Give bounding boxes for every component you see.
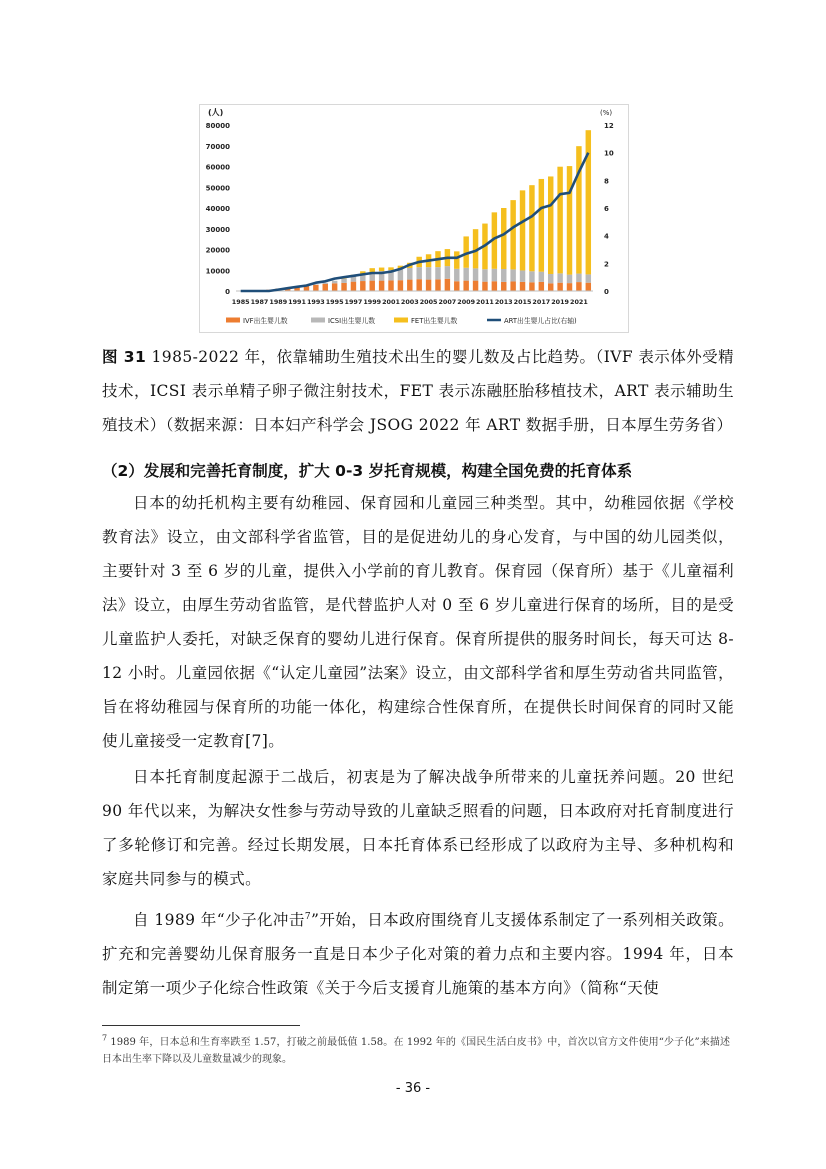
x-tick-label: 2011 <box>476 298 494 306</box>
bar-segment <box>501 208 506 269</box>
bar-segment <box>388 267 393 270</box>
chart-figure <box>199 104 629 333</box>
bar-segment <box>510 281 515 291</box>
x-tick-label: 1987 <box>250 298 269 306</box>
bar-segment <box>529 271 534 282</box>
y-tick-label-left: 70000 <box>205 142 230 151</box>
footnote-text: 1989 年，日本总和生育率跌至 1.57，打破之前最低值 1.58。在 1992 年的《国民生活白皮书》中，首次以官方文件使用“少子化”来描述日本出生率下降以及儿童数量减少的现象。 <box>102 1037 730 1065</box>
bar-segment <box>501 269 506 282</box>
bar-segment <box>576 274 581 283</box>
legend-label: FET出生婴儿数 <box>411 317 458 325</box>
y-tick-label-right: 8 <box>604 177 609 186</box>
x-tick-label: 2021 <box>570 298 588 306</box>
paragraph-3-text-b: ”开始，日本政府围绕育儿支援体系制定了一系列相关政策。扩充和完善婴幼儿保育服务一直是日本少子化对策的着力点和主要内容。1994 年，日本制定第一项少子化综合性政策《关于今后支援育儿施策的基本方向》（简称“天使 <box>102 911 734 997</box>
bar-segment <box>332 283 337 291</box>
legend-label: ART出生婴儿占比(右轴) <box>504 317 577 325</box>
bar-segment <box>501 282 506 291</box>
bar-segment <box>529 282 534 291</box>
x-tick-label: 2003 <box>400 298 419 306</box>
footnote-reference[interactable]: 7 <box>304 911 311 922</box>
bar-segment <box>520 270 525 281</box>
x-tick-label: 2005 <box>419 298 438 306</box>
bar-segment <box>567 166 572 275</box>
art-births-chart <box>200 105 628 332</box>
bar-segment <box>510 200 515 269</box>
bar-segment <box>539 179 544 272</box>
paragraph-3 <box>102 903 734 1005</box>
bar-segment <box>416 267 421 279</box>
y-tick-label-right: 6 <box>604 205 609 213</box>
footnote-divider <box>102 1025 300 1026</box>
figure-label: 图 31 <box>102 348 147 366</box>
y-tick-label-left: 30000 <box>205 225 230 234</box>
bar-segment <box>463 268 468 281</box>
bar-segment <box>388 280 393 291</box>
bar-segment <box>323 284 328 291</box>
bar-segment <box>482 282 487 291</box>
y-tick-label-right: 12 <box>604 122 614 130</box>
legend-swatch <box>311 318 325 323</box>
x-tick-label: 1993 <box>306 298 325 306</box>
bar-segment <box>313 285 318 291</box>
y-tick-label-right: 2 <box>604 260 609 269</box>
footnote-mark: 7 <box>102 1033 108 1043</box>
bar-segment <box>557 283 562 291</box>
bar-segment <box>482 269 487 281</box>
footnote <box>102 1034 730 1068</box>
bar-segment <box>473 281 478 291</box>
bar-segment <box>398 280 403 291</box>
y-tick-label-left: 0 <box>225 288 230 296</box>
y-tick-label-right: 0 <box>604 288 609 296</box>
y-tick-label-left: 20000 <box>205 246 230 255</box>
x-tick-label: 2001 <box>382 298 400 306</box>
bar-segment <box>426 280 431 291</box>
bar-segment <box>360 281 365 291</box>
y-axis-unit-left: (人) <box>208 108 224 117</box>
bar-segment <box>539 272 544 282</box>
x-tick-label: 2013 <box>494 298 513 306</box>
figure-caption <box>102 340 734 442</box>
bar-segment <box>520 190 525 270</box>
bar-segment <box>435 279 440 291</box>
y-tick-label-left: 10000 <box>205 267 230 276</box>
legend-swatch <box>394 318 408 323</box>
bar-segment <box>473 268 478 280</box>
bar-segment <box>539 282 544 291</box>
bar-segment <box>351 282 356 291</box>
bar-segment <box>332 281 337 283</box>
bar-segment <box>586 130 591 274</box>
bar-segment <box>435 267 440 279</box>
bar-segment <box>379 281 384 291</box>
bar-segment <box>492 281 497 291</box>
bar-segment <box>548 274 553 283</box>
x-tick-label: 2017 <box>532 298 551 306</box>
bar-segment <box>520 282 525 291</box>
bar-segment <box>407 268 412 280</box>
x-tick-label: 1995 <box>325 298 344 306</box>
bar-segment <box>416 279 421 291</box>
x-tick-label: 2015 <box>513 298 532 306</box>
x-tick-label: 1999 <box>363 298 382 306</box>
art-share-line <box>241 153 589 291</box>
bar-segment <box>510 269 515 281</box>
page-number: - 36 - <box>395 1081 431 1096</box>
bar-segment <box>548 283 553 291</box>
x-tick-label: 1991 <box>288 298 306 306</box>
bar-segment <box>454 251 459 268</box>
paragraph-2: 日本托育制度起源于二战后，初衷是为了解决战争所带来的儿童抚养问题。20 世纪 90 年代以来，为解决女性参与劳动导致的儿童缺乏照看的问题，日本政府对托育制度进行了多轮修订和完善。经过长期发展，日本托育体系已经形成了以政府为主导、多种机构和家庭共同参与的模式。 <box>102 768 734 888</box>
bar-segment <box>407 280 412 291</box>
bar-segment <box>567 275 572 284</box>
x-tick-label: 2007 <box>438 298 457 306</box>
legend-label: IVF出生婴儿数 <box>243 317 288 325</box>
bar-segment <box>454 269 459 281</box>
paragraph-3-text-a: 自 1989 年“少子化冲击 <box>133 911 305 929</box>
y-axis-unit-right: (%) <box>600 109 613 117</box>
y-tick-label-right: 10 <box>604 149 614 158</box>
bar-segment <box>341 279 346 283</box>
y-tick-label-left: 60000 <box>205 163 230 172</box>
y-tick-label-right: 4 <box>604 232 609 241</box>
bar-segment <box>379 268 384 272</box>
y-tick-label-left: 40000 <box>205 205 230 213</box>
bar-segment <box>586 274 591 282</box>
x-tick-label: 1985 <box>231 298 250 306</box>
bar-segment <box>341 283 346 291</box>
bar-segment <box>557 273 562 282</box>
paragraph-1: 日本的幼托机构主要有幼稚园、保育园和儿童园三种类型。其中，幼稚园依据《学校教育法》设立，由文部科学省监管，目的是促进幼儿的身心发育，与中国的幼儿园类似，主要针对 3 至 6 岁的儿童，提供入小学前的育儿教育。保育园（保育所）基于《儿童福利法》设立，由厚生劳动省监管，是代替监护人对 0 至 6 岁儿童进行保育的场所，目的是受儿童监护人委托，对缺乏保育的婴幼儿进行保育。保育所提供的服务时间长，每天可达 8-12 小时。儿童园依据《“认定儿童园”法案》设立，由文部科学省和厚生劳动省共同监管，旨在将幼稚园与保育所的功能一体化，构建综合性保育所，在提供长时间保育的同时又能使儿童接受一定教育[7]。 <box>102 494 734 750</box>
y-tick-label-left: 50000 <box>205 184 230 193</box>
bar-segment <box>567 283 572 291</box>
bar-segment <box>426 267 431 279</box>
x-tick-label: 2019 <box>551 298 570 306</box>
bar-segment <box>369 281 374 291</box>
x-tick-label: 1989 <box>269 298 288 306</box>
figure-caption-text: 1985-2022 年，依靠辅助生殖技术出生的婴儿数及占比趋势。（IVF 表示体外受精技术，ICSI 表示单精子卵子微注射技术，FET 表示冻融胚胎移植技术，ART 表示辅助生殖技术）（数据来源：日本妇产科学会 JSOG 2022 年 ART 数据手册，日本厚生劳务省） <box>102 348 734 434</box>
legend-swatch <box>226 318 240 323</box>
bar-segment <box>586 283 591 291</box>
bar-segment <box>445 279 450 291</box>
section-heading: （2）发展和完善托育制度，扩大 0-3 岁托育规模，构建全国免费的托育体系 <box>102 462 633 480</box>
bar-segment <box>548 176 553 274</box>
bar-segment <box>557 167 562 274</box>
bar-segment <box>463 281 468 291</box>
bar-segment <box>445 266 450 279</box>
bar-segment <box>492 269 497 281</box>
x-tick-label: 2009 <box>457 298 476 306</box>
x-tick-label: 1997 <box>344 298 363 306</box>
bar-segment <box>576 282 581 291</box>
legend-label: ICSI出生婴儿数 <box>328 317 376 325</box>
bar-segment <box>529 185 534 271</box>
y-tick-label-left: 80000 <box>205 122 230 130</box>
bar-segment <box>454 281 459 291</box>
